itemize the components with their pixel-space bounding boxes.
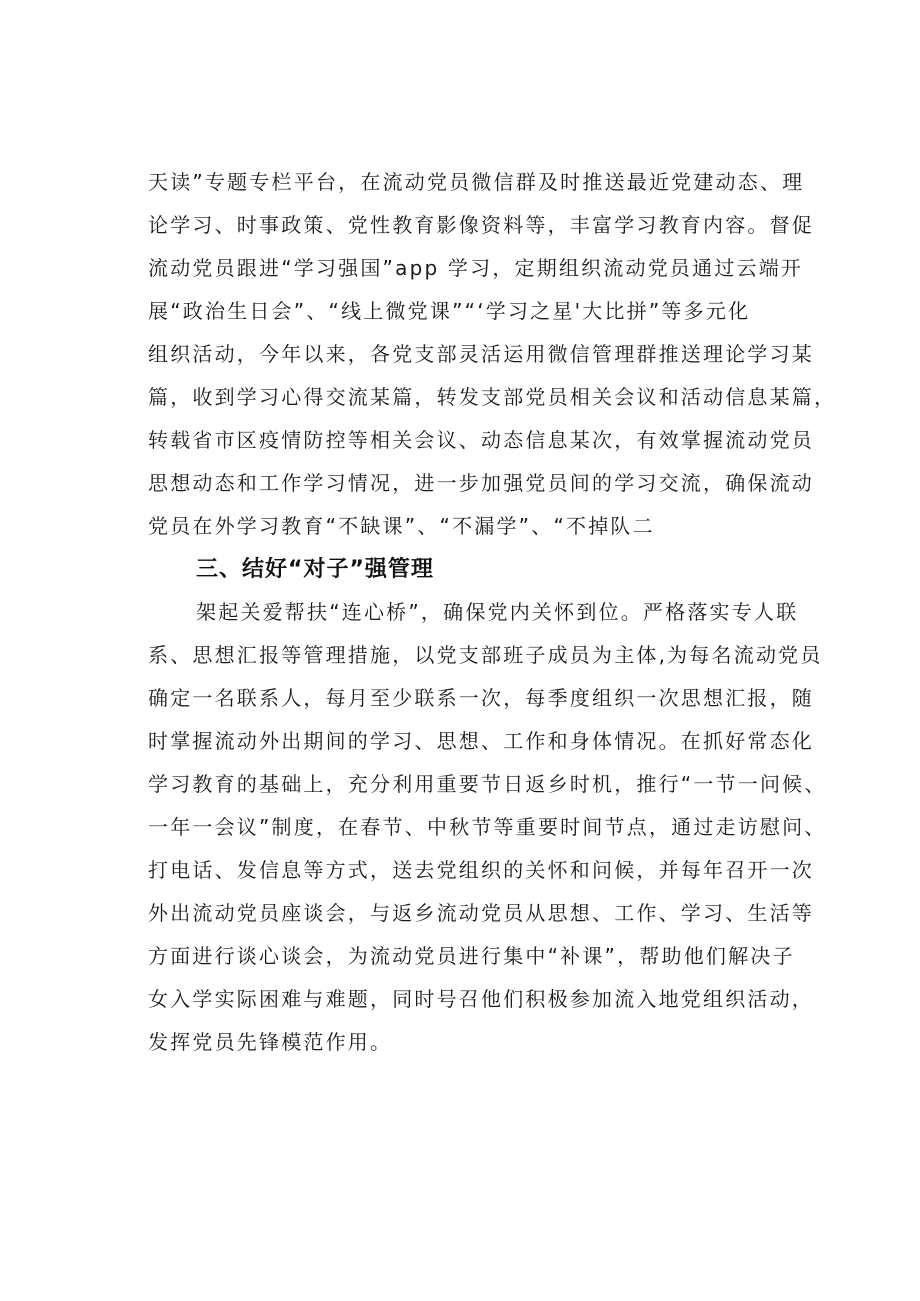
section-heading: 三、结好“对子”强管理 xyxy=(196,557,434,582)
paragraph-1-line: 思想动态和工作学习情况，进一步加强党员间的学习交流，确保流动 xyxy=(148,471,814,495)
paragraph-1-line: 组织活动，今年以来，各党支部灵活运用微信管理群推送理论学习某 xyxy=(148,342,814,366)
paragraph-2-line: 时掌握流动外出期间的学习、思想、工作和身体情况。在抓好常态化 xyxy=(148,729,814,753)
paragraph-1-line: 党员在外学习教育“不缺课”、“不漏学”、“不掉队二 xyxy=(148,514,655,538)
paragraph-1-line: 论学习、时事政策、党性教育影像资料等，丰富学习教育内容。督促 xyxy=(148,213,814,237)
paragraph-2-line: 女入学实际困难与难题，同时号召他们积极参加流入地党组织活动， xyxy=(148,987,814,1011)
paragraph-1-line: 展“政治生日会”、“线上微党课”“‘学习之星'大比拼”等多元化 xyxy=(148,299,751,323)
paragraph-1-line: 篇，收到学习心得交流某篇，转发支部党员相关会议和活动信息某篇， xyxy=(148,385,837,409)
paragraph-1-line: 流动党员跟进“学习强国”app 学习，定期组织流动党员通过云端开 xyxy=(148,256,804,280)
paragraph-2-line: 打电话、发信息等方式，送去党组织的关怀和问候，并每年召开一次 xyxy=(148,858,814,882)
paragraph-1-line: 转载省市区疫情防控等相关会议、动态信息某次，有效掌握流动党员 xyxy=(148,428,814,452)
paragraph-2-line: 外出流动党员座谈会，与返乡流动党员从思想、工作、学习、生活等 xyxy=(148,901,814,925)
paragraph-2-line: 架起关爱帮扶“连心桥”，确保党内关怀到位。严格落实专人联 xyxy=(196,600,799,624)
paragraph-2-line: 学习教育的基础上，充分利用重要节日返乡时机，推行“一节一问候、 xyxy=(148,772,827,796)
paragraph-1-line: 天读”专题专栏平台，在流动党员微信群及时推送最近党建动态、理 xyxy=(148,170,805,194)
paragraph-2-line: 确定一名联系人，每月至少联系一次，每季度组织一次思想汇报，随 xyxy=(148,686,814,710)
paragraph-2-line: 系、思想汇报等管理措施，以党支部班子成员为主体,为每名流动党员 xyxy=(148,643,823,667)
paragraph-2-line: 一年一会议”制度，在春节、中秋节等重要时间节点，通过走访慰问、 xyxy=(148,815,827,839)
paragraph-2-line: 方面进行谈心谈会，为流动党员进行集中“补课”，帮助他们解决子 xyxy=(148,944,795,968)
paragraph-2-line: 发挥党员先锋模范作用。 xyxy=(148,1030,393,1054)
